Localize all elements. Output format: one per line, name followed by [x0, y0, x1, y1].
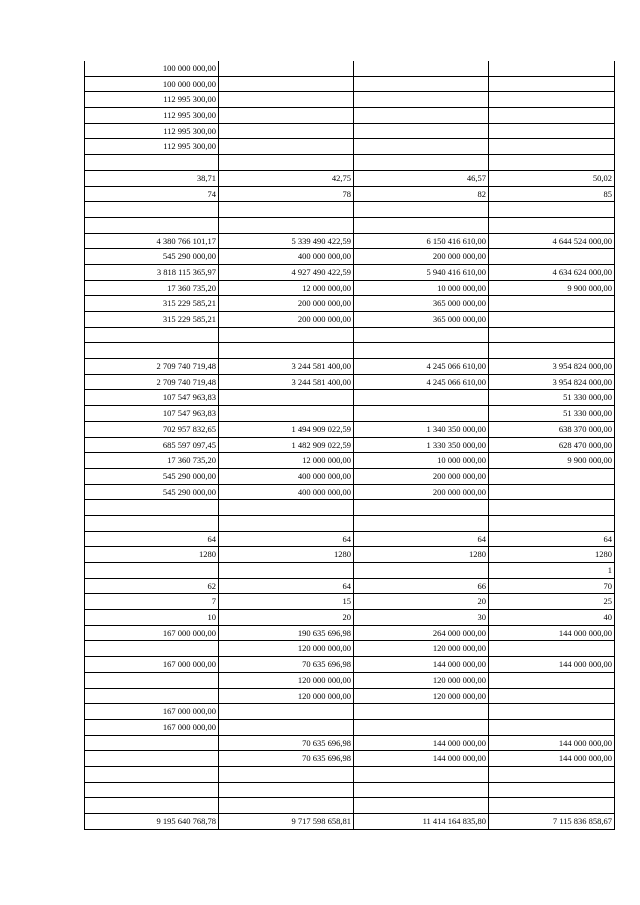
table-cell-col-2: 78	[219, 186, 354, 202]
table-row	[85, 264, 615, 280]
table-cell-col-2: 3 244 581 400,00	[219, 359, 354, 375]
table-cell-col-3: 365 000 000,00	[354, 312, 489, 328]
table-cell-col-2: 1280	[219, 547, 354, 563]
table-cell-col-3: 30	[354, 610, 489, 626]
table-cell-col-2: 400 000 000,00	[219, 484, 354, 500]
table-cell-col-3: 1 330 350 000,00	[354, 437, 489, 453]
table-cell-col-3	[354, 704, 489, 720]
table-cell-col-1	[85, 641, 219, 657]
table-cell-col-1: 1280	[85, 547, 219, 563]
table-cell-col-3: 6 150 416 610,00	[354, 233, 489, 249]
table-cell-col-2: 3 244 581 400,00	[219, 374, 354, 390]
table-row	[85, 563, 615, 579]
table-cell-col-1: 545 290 000,00	[85, 484, 219, 500]
table-cell-col-2: 5 339 490 422,59	[219, 233, 354, 249]
table-cell-col-3	[354, 406, 489, 422]
financial-table	[84, 61, 615, 830]
table-row	[85, 217, 615, 233]
table-cell-col-3	[354, 217, 489, 233]
table-cell-col-3	[354, 108, 489, 124]
table-cell-col-3: 4 245 066 610,00	[354, 359, 489, 375]
table-row	[85, 76, 615, 92]
table-cell-col-1: 9 195 640 768,78	[85, 814, 219, 830]
table-cell-col-4: 64	[489, 531, 615, 547]
table-cell-col-1	[85, 500, 219, 516]
table-cell-col-1	[85, 782, 219, 798]
table-cell-col-2	[219, 139, 354, 155]
table-row	[85, 421, 615, 437]
table-cell-col-2: 64	[219, 578, 354, 594]
table-cell-col-2	[219, 217, 354, 233]
table-row	[85, 719, 615, 735]
table-row	[85, 531, 615, 547]
table-row	[85, 594, 615, 610]
table-row	[85, 61, 615, 76]
table-cell-col-1: 315 229 585,21	[85, 296, 219, 312]
table-row	[85, 453, 615, 469]
table-cell-col-4	[489, 704, 615, 720]
table-cell-col-3: 1280	[354, 547, 489, 563]
table-cell-col-1: 112 995 300,00	[85, 92, 219, 108]
table-cell-col-1	[85, 202, 219, 218]
table-row	[85, 186, 615, 202]
table-cell-col-2: 12 000 000,00	[219, 453, 354, 469]
table-cell-col-3: 66	[354, 578, 489, 594]
table-cell-col-2: 70 635 696,98	[219, 751, 354, 767]
table-cell-col-1	[85, 672, 219, 688]
table-cell-col-4: 144 000 000,00	[489, 751, 615, 767]
table-row	[85, 139, 615, 155]
table-row	[85, 170, 615, 186]
table-cell-col-4	[489, 327, 615, 343]
table-cell-col-4: 144 000 000,00	[489, 657, 615, 673]
table-cell-col-4	[489, 139, 615, 155]
table-cell-col-2: 200 000 000,00	[219, 296, 354, 312]
table-cell-col-2	[219, 798, 354, 814]
table-cell-col-2	[219, 719, 354, 735]
table-cell-col-3: 1 340 350 000,00	[354, 421, 489, 437]
table-row	[85, 578, 615, 594]
table-cell-col-2	[219, 704, 354, 720]
table-cell-col-2: 400 000 000,00	[219, 468, 354, 484]
table-cell-col-4	[489, 641, 615, 657]
table-cell-col-3	[354, 61, 489, 76]
table-cell-col-2	[219, 390, 354, 406]
table-cell-col-4	[489, 312, 615, 328]
table-cell-col-1: 17 360 735,20	[85, 280, 219, 296]
table-cell-col-1: 545 290 000,00	[85, 468, 219, 484]
table-cell-col-4	[489, 468, 615, 484]
table-cell-col-4	[489, 798, 615, 814]
table-cell-col-4: 4 644 524 000,00	[489, 233, 615, 249]
table-cell-col-2	[219, 108, 354, 124]
table-cell-col-3: 120 000 000,00	[354, 688, 489, 704]
table-cell-col-4	[489, 296, 615, 312]
table-cell-col-2	[219, 155, 354, 171]
table-cell-col-1: 17 360 735,20	[85, 453, 219, 469]
table-cell-col-2	[219, 782, 354, 798]
table-cell-col-1: 167 000 000,00	[85, 704, 219, 720]
table-cell-col-3: 264 000 000,00	[354, 625, 489, 641]
table-cell-col-4	[489, 688, 615, 704]
table-cell-col-3: 46,57	[354, 170, 489, 186]
table-cell-col-1: 167 000 000,00	[85, 719, 219, 735]
table-cell-col-3	[354, 123, 489, 139]
table-cell-col-1	[85, 327, 219, 343]
table-cell-col-1: 107 547 963,83	[85, 406, 219, 422]
table-cell-col-3: 64	[354, 531, 489, 547]
table-row	[85, 249, 615, 265]
table-cell-col-1	[85, 751, 219, 767]
financial-table-body	[85, 61, 615, 829]
table-row	[85, 500, 615, 516]
table-cell-col-2	[219, 92, 354, 108]
table-cell-col-4: 628 470 000,00	[489, 437, 615, 453]
table-row	[85, 751, 615, 767]
table-cell-col-3: 200 000 000,00	[354, 468, 489, 484]
table-row	[85, 704, 615, 720]
table-cell-col-1: 64	[85, 531, 219, 547]
table-cell-col-4: 1	[489, 563, 615, 579]
table-cell-col-2	[219, 515, 354, 531]
table-cell-col-2: 120 000 000,00	[219, 672, 354, 688]
table-cell-col-4: 25	[489, 594, 615, 610]
table-cell-col-2: 4 927 490 422,59	[219, 264, 354, 280]
table-cell-col-1: 100 000 000,00	[85, 76, 219, 92]
table-cell-col-2: 120 000 000,00	[219, 641, 354, 657]
table-row	[85, 468, 615, 484]
table-cell-col-3	[354, 139, 489, 155]
table-cell-col-4	[489, 515, 615, 531]
table-cell-col-4	[489, 484, 615, 500]
table-row	[85, 312, 615, 328]
table-cell-col-2: 12 000 000,00	[219, 280, 354, 296]
table-cell-col-2: 200 000 000,00	[219, 312, 354, 328]
table-cell-col-3: 11 414 164 835,80	[354, 814, 489, 830]
table-row	[85, 657, 615, 673]
table-cell-col-4	[489, 766, 615, 782]
table-row	[85, 814, 615, 830]
table-cell-col-2: 20	[219, 610, 354, 626]
table-cell-col-2	[219, 563, 354, 579]
table-cell-col-1: 685 597 097,45	[85, 437, 219, 453]
table-cell-col-3: 10 000 000,00	[354, 453, 489, 469]
table-cell-col-3: 10 000 000,00	[354, 280, 489, 296]
table-cell-col-4: 638 370 000,00	[489, 421, 615, 437]
table-cell-col-4	[489, 343, 615, 359]
table-cell-col-4: 1280	[489, 547, 615, 563]
table-cell-col-4	[489, 782, 615, 798]
table-row	[85, 766, 615, 782]
table-cell-col-3: 120 000 000,00	[354, 641, 489, 657]
table-cell-col-3	[354, 76, 489, 92]
table-cell-col-4: 85	[489, 186, 615, 202]
table-cell-col-4: 4 634 624 000,00	[489, 264, 615, 280]
table-cell-col-1	[85, 217, 219, 233]
table-cell-col-3	[354, 798, 489, 814]
table-cell-col-4	[489, 108, 615, 124]
table-cell-col-4: 144 000 000,00	[489, 735, 615, 751]
table-cell-col-2: 42,75	[219, 170, 354, 186]
table-cell-col-1	[85, 735, 219, 751]
table-cell-col-3	[354, 202, 489, 218]
table-cell-col-2: 64	[219, 531, 354, 547]
table-cell-col-4: 3 954 824 000,00	[489, 374, 615, 390]
table-row	[85, 359, 615, 375]
table-cell-col-2: 15	[219, 594, 354, 610]
table-row	[85, 547, 615, 563]
table-cell-col-1: 2 709 740 719,48	[85, 374, 219, 390]
table-cell-col-4	[489, 500, 615, 516]
table-row	[85, 327, 615, 343]
table-cell-col-1: 112 995 300,00	[85, 108, 219, 124]
table-cell-col-4	[489, 202, 615, 218]
table-cell-col-4: 9 900 000,00	[489, 453, 615, 469]
table-row	[85, 625, 615, 641]
table-cell-col-3: 4 245 066 610,00	[354, 374, 489, 390]
table-cell-col-1: 167 000 000,00	[85, 657, 219, 673]
table-cell-col-1: 112 995 300,00	[85, 139, 219, 155]
table-row	[85, 735, 615, 751]
table-cell-col-1	[85, 515, 219, 531]
table-cell-col-2	[219, 76, 354, 92]
table-row	[85, 437, 615, 453]
table-cell-col-3	[354, 782, 489, 798]
table-cell-col-2	[219, 61, 354, 76]
table-cell-col-4: 144 000 000,00	[489, 625, 615, 641]
table-row	[85, 484, 615, 500]
table-cell-col-1	[85, 563, 219, 579]
table-cell-col-2	[219, 766, 354, 782]
table-cell-col-4	[489, 672, 615, 688]
table-cell-col-2: 1 494 909 022,59	[219, 421, 354, 437]
table-cell-col-1: 107 547 963,83	[85, 390, 219, 406]
table-cell-col-1	[85, 766, 219, 782]
table-cell-col-3: 144 000 000,00	[354, 735, 489, 751]
table-cell-col-3: 120 000 000,00	[354, 672, 489, 688]
table-row	[85, 155, 615, 171]
table-row	[85, 798, 615, 814]
table-row	[85, 688, 615, 704]
table-row	[85, 123, 615, 139]
table-cell-col-2	[219, 406, 354, 422]
table-cell-col-3	[354, 327, 489, 343]
table-cell-col-4: 40	[489, 610, 615, 626]
table-cell-col-4	[489, 217, 615, 233]
table-cell-col-4	[489, 92, 615, 108]
table-cell-col-1: 2 709 740 719,48	[85, 359, 219, 375]
table-cell-col-1: 38,71	[85, 170, 219, 186]
table-cell-col-3	[354, 719, 489, 735]
table-cell-col-1: 7	[85, 594, 219, 610]
table-cell-col-3: 200 000 000,00	[354, 484, 489, 500]
table-cell-col-3: 365 000 000,00	[354, 296, 489, 312]
table-cell-col-4: 51 330 000,00	[489, 406, 615, 422]
table-cell-col-4: 7 115 836 858,67	[489, 814, 615, 830]
table-cell-col-2	[219, 202, 354, 218]
table-cell-col-2: 120 000 000,00	[219, 688, 354, 704]
table-cell-col-3: 20	[354, 594, 489, 610]
table-row	[85, 108, 615, 124]
table-cell-col-4	[489, 155, 615, 171]
table-cell-col-1: 702 957 832,65	[85, 421, 219, 437]
table-cell-col-3	[354, 766, 489, 782]
table-row	[85, 515, 615, 531]
table-row	[85, 641, 615, 657]
table-cell-col-2	[219, 327, 354, 343]
table-row	[85, 92, 615, 108]
table-cell-col-1	[85, 798, 219, 814]
table-cell-col-1	[85, 343, 219, 359]
table-cell-col-2	[219, 500, 354, 516]
table-row	[85, 343, 615, 359]
table-row	[85, 672, 615, 688]
table-row	[85, 406, 615, 422]
table-cell-col-1	[85, 155, 219, 171]
table-cell-col-3: 200 000 000,00	[354, 249, 489, 265]
table-cell-col-1	[85, 688, 219, 704]
table-cell-col-3	[354, 515, 489, 531]
table-cell-col-1: 315 229 585,21	[85, 312, 219, 328]
table-cell-col-3	[354, 92, 489, 108]
table-cell-col-4	[489, 123, 615, 139]
table-cell-col-1: 10	[85, 610, 219, 626]
table-cell-col-4	[489, 249, 615, 265]
table-row	[85, 202, 615, 218]
table-cell-col-4	[489, 719, 615, 735]
table-row	[85, 782, 615, 798]
table-cell-col-4	[489, 76, 615, 92]
table-cell-col-3: 144 000 000,00	[354, 751, 489, 767]
table-row	[85, 233, 615, 249]
table-row	[85, 390, 615, 406]
table-cell-col-1: 100 000 000,00	[85, 61, 219, 76]
table-cell-col-3: 5 940 416 610,00	[354, 264, 489, 280]
table-cell-col-1: 112 995 300,00	[85, 123, 219, 139]
table-cell-col-4	[489, 61, 615, 76]
table-cell-col-3	[354, 390, 489, 406]
table-cell-col-4: 51 330 000,00	[489, 390, 615, 406]
table-row	[85, 610, 615, 626]
table-cell-col-4: 3 954 824 000,00	[489, 359, 615, 375]
table-cell-col-2: 70 635 696,98	[219, 657, 354, 673]
table-cell-col-1: 62	[85, 578, 219, 594]
table-cell-col-2: 1 482 909 022,59	[219, 437, 354, 453]
table-cell-col-3: 82	[354, 186, 489, 202]
table-cell-col-3	[354, 155, 489, 171]
table-cell-col-2	[219, 343, 354, 359]
table-cell-col-1: 74	[85, 186, 219, 202]
table-cell-col-1: 3 818 115 365,97	[85, 264, 219, 280]
table-row	[85, 374, 615, 390]
table-cell-col-3	[354, 563, 489, 579]
table-cell-col-2	[219, 123, 354, 139]
table-cell-col-2: 400 000 000,00	[219, 249, 354, 265]
table-cell-col-2: 70 635 696,98	[219, 735, 354, 751]
table-cell-col-4: 9 900 000,00	[489, 280, 615, 296]
table-cell-col-3: 144 000 000,00	[354, 657, 489, 673]
table-cell-col-3	[354, 500, 489, 516]
table-cell-col-4: 70	[489, 578, 615, 594]
table-cell-col-1: 167 000 000,00	[85, 625, 219, 641]
table-row	[85, 280, 615, 296]
table-cell-col-3	[354, 343, 489, 359]
table-cell-col-1: 4 380 766 101,17	[85, 233, 219, 249]
table-cell-col-4: 50,02	[489, 170, 615, 186]
table-cell-col-2: 9 717 598 658,81	[219, 814, 354, 830]
table-cell-col-1: 545 290 000,00	[85, 249, 219, 265]
table-row	[85, 296, 615, 312]
table-cell-col-2: 190 635 696,98	[219, 625, 354, 641]
